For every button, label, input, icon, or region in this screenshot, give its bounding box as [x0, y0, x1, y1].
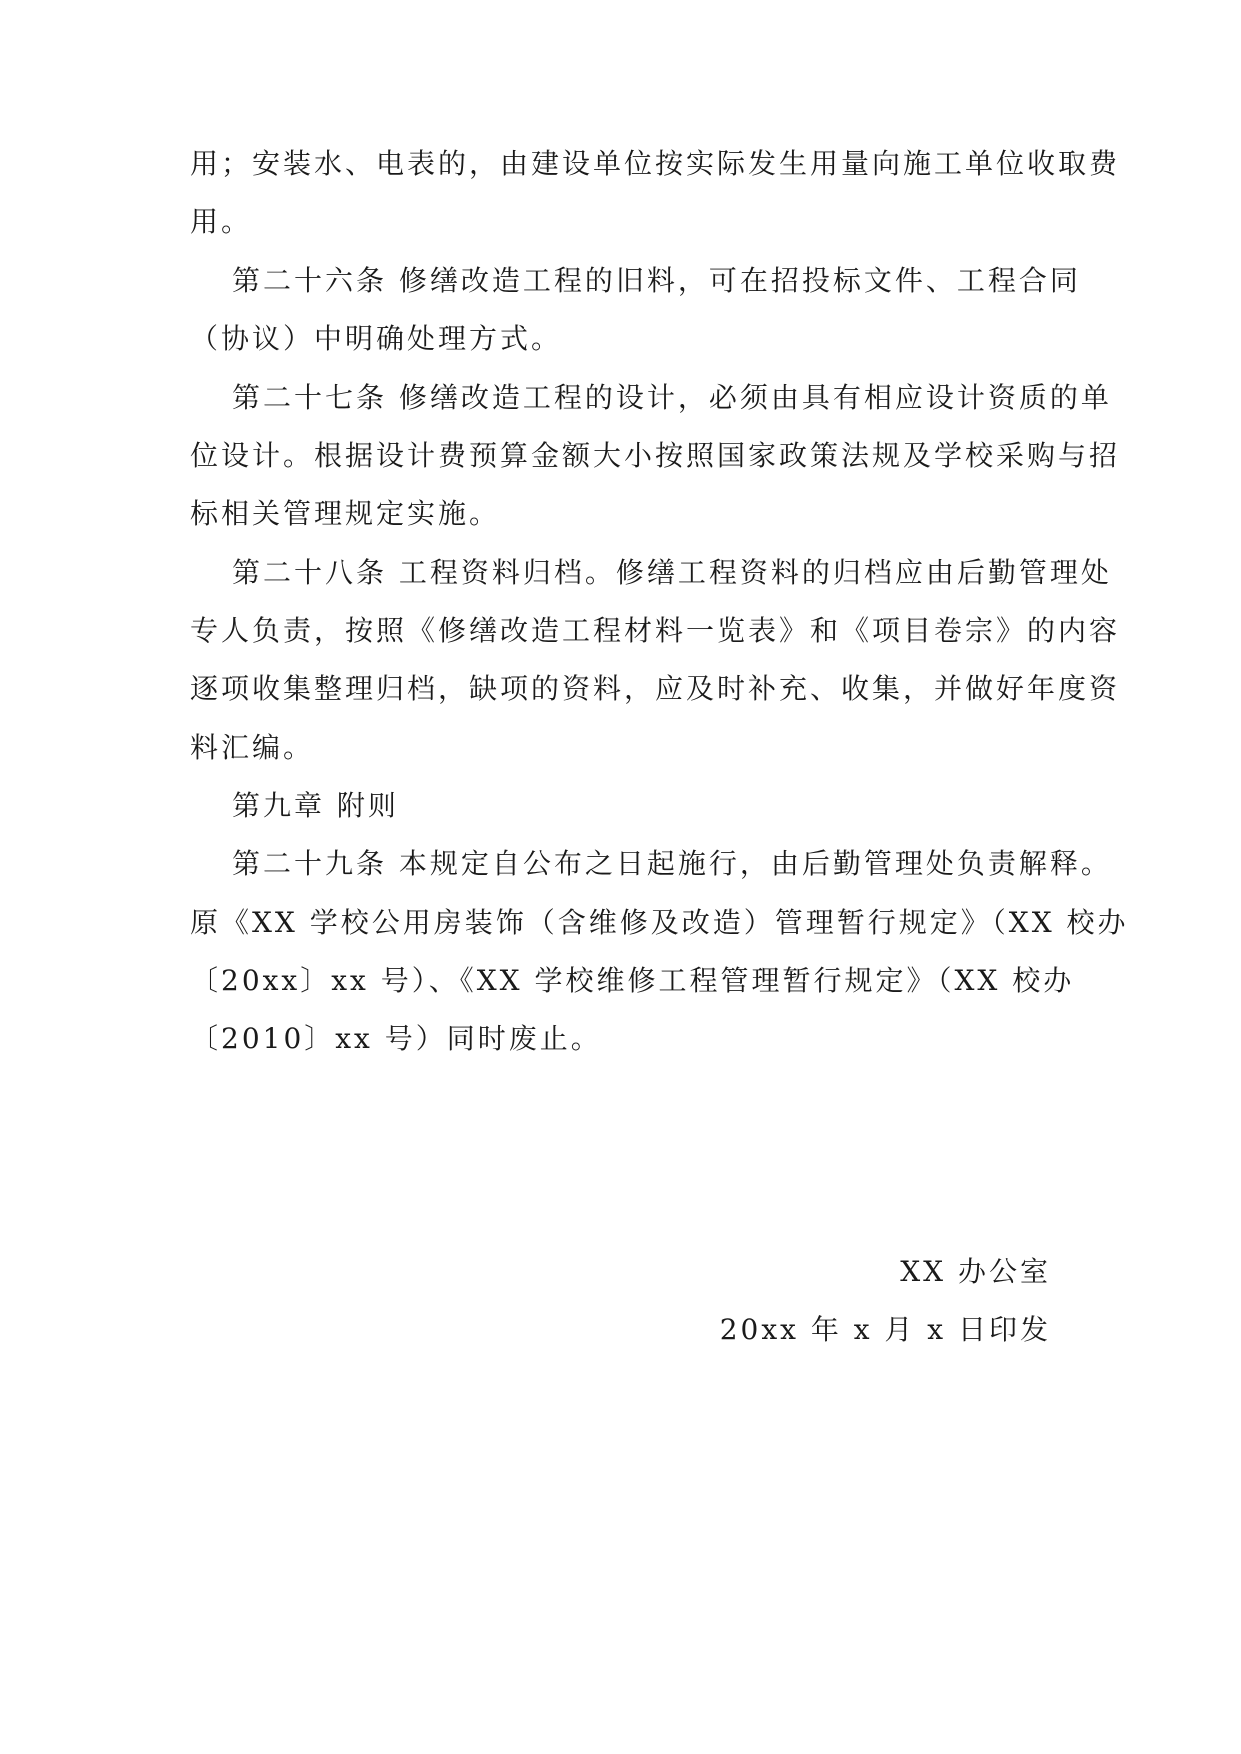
article-29-heading-line: 第二十九条 本规定自公布之日起施行，由后勤管理处负责解释。 [232, 847, 1112, 880]
body-line: 标相关管理规定实施。 [190, 497, 501, 530]
body-line: 用；安装水、电表的，由建设单位按实际发生用量向施工单位收取费 [190, 147, 1121, 180]
issue-date: 20xx 年 x 月 x 日印发 [719, 1313, 1051, 1346]
body-line: 原《XX 学校公用房装饰（含维修及改造）管理暂行规定》（XX 校办 [190, 906, 1129, 939]
body-line: 料汇编。 [190, 731, 315, 764]
body-line: 〔2010〕xx 号）同时废止。 [190, 1022, 602, 1055]
body-line: （协议）中明确处理方式。 [190, 322, 563, 355]
article-26-heading-line: 第二十六条 修缮改造工程的旧料，可在招投标文件、工程合同 [232, 264, 1081, 297]
body-line: 用。 [190, 205, 253, 238]
chapter-heading: 第九章 附则 [232, 789, 399, 822]
body-line: 专人负责，按照《修缮改造工程材料一览表》和《项目卷宗》的内容 [190, 614, 1121, 647]
issuer-signature: XX 办公室 [900, 1255, 1051, 1288]
body-line: 逐项收集整理归档，缺项的资料，应及时补充、收集，并做好年度资 [190, 672, 1121, 705]
body-line: 〔20xx〕xx 号）、《XX 学校维修工程管理暂行规定》（XX 校办 [190, 964, 1075, 997]
body-line: 位设计。根据设计费预算金额大小按照国家政策法规及学校采购与招 [190, 439, 1121, 472]
article-27-heading-line: 第二十七条 修缮改造工程的设计，必须由具有相应设计资质的单 [232, 381, 1112, 414]
article-28-heading-line: 第二十八条 工程资料归档。修缮工程资料的归档应由后勤管理处 [232, 556, 1112, 589]
